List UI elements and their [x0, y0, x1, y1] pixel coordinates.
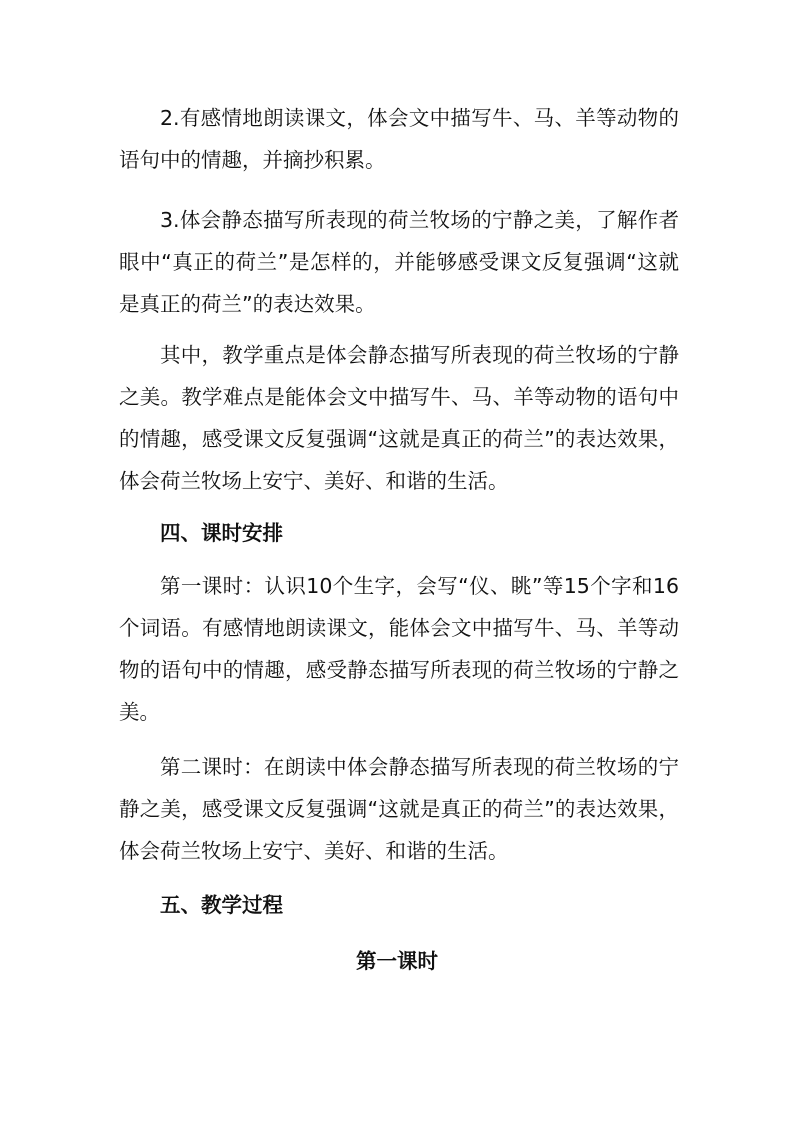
process-heading: 五、教学过程 — [160, 893, 283, 917]
goal-2-paragraph: 2.有感情地朗读课文，体会文中描写牛、马、羊等动物的语句中的情趣，并摘抄积累。 — [119, 106, 679, 172]
goal-3-paragraph: 3.体会静态描写所表现的荷兰牧场的宁静之美，了解作者眼中“真正的荷兰”是怎样的，并能够感受课文反复强调“这就是真正的荷兰”的表达效果。 — [119, 208, 679, 316]
first-lesson-title: 第一课时 — [356, 949, 438, 973]
key-points-paragraph: 其中，教学重点是体会静态描写所表现的荷兰牧场的宁静之美。教学难点是能体会文中描写牛、马、羊等动物的语句中的情趣，感受课文反复强调“这就是真正的荷兰”的表达效果，体会荷兰牧场上安宁、美好、和谐的生活。 — [119, 343, 679, 493]
lesson-2-paragraph: 第二课时：在朗读中体会静态描写所表现的荷兰牧场的宁静之美，感受课文反复强调“这就是真正的荷兰”的表达效果，体会荷兰牧场上安宁、美好、和谐的生活。 — [119, 755, 679, 863]
lesson-1-paragraph: 第一课时：认识10个生字，会写“仪、眺”等15个字和16个词语。有感情地朗读课文，能体会文中描写牛、马、羊等动物的语句中的情趣，感受静态描写所表现的荷兰牧场的宁静之美。 — [119, 574, 679, 724]
schedule-heading: 四、课时安排 — [160, 521, 283, 545]
